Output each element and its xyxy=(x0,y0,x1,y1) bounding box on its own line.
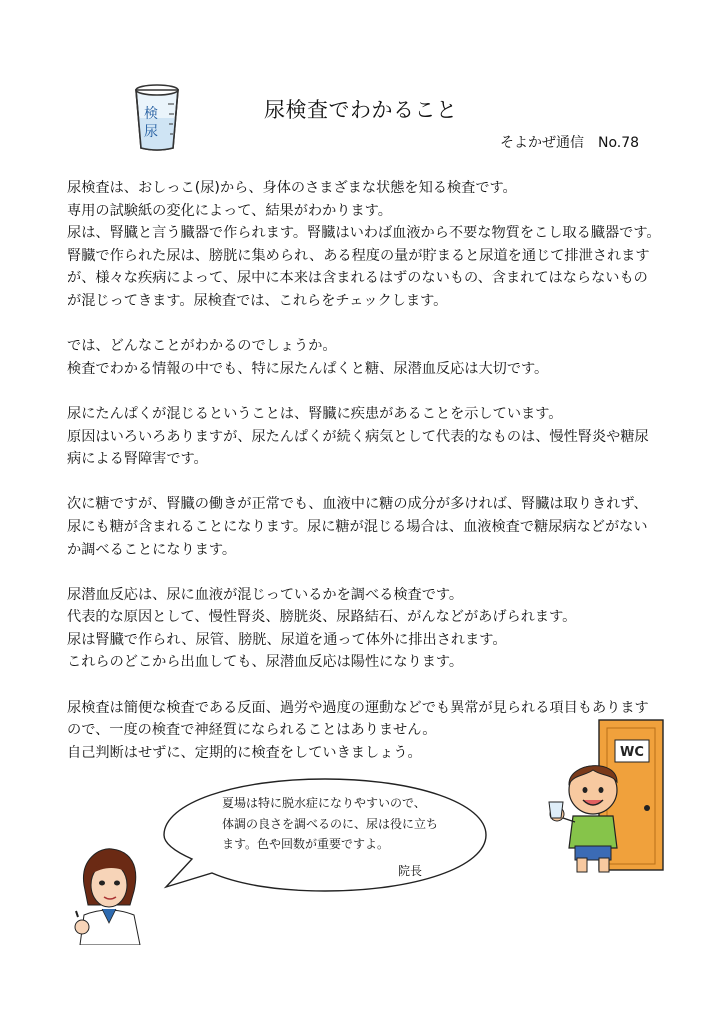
text-line: 次に糖ですが、腎臓の働きが正常でも、血液中に糖の成分が多ければ、腎臓は取りきれず、 xyxy=(67,496,648,513)
door-sign-label: WC xyxy=(620,745,644,760)
text-line: 尿は、腎臓と言う臓器で作られます。腎臓はいわば血液から不要な物質をこし取る臓器です。 xyxy=(67,225,661,242)
text-line: これらのどこから出血しても、尿潜血反応は陽性になります。 xyxy=(67,654,464,671)
text-line: 尿検査は簡便な検査である反面、過労や過度の運動などでも異常が見られる項目もあります xyxy=(67,699,649,716)
cup-label-bottom: 尿 xyxy=(144,124,158,140)
bubble-line: ます。色や回数が重要ですよ。 xyxy=(222,837,390,851)
text-line: 病による腎障害です。 xyxy=(67,451,208,468)
text-line: では、どんなことがわかるのでしょうか。 xyxy=(67,338,337,355)
paragraph-intro xyxy=(67,177,667,313)
article-body xyxy=(67,177,667,764)
text-line: 代表的な原因として、慢性腎炎、膀胱炎、尿路結石、がんなどがあげられます。 xyxy=(67,609,577,626)
doctor-illustration xyxy=(70,845,148,945)
bubble-text xyxy=(222,793,438,855)
paragraph-overview xyxy=(67,335,667,380)
text-line: 尿検査は、おしっこ(尿)から、身体のさまざまな状態を知る検査です。 xyxy=(67,180,517,196)
cup-label-top: 検 xyxy=(144,106,158,122)
urine-cup-icon xyxy=(132,82,182,152)
text-line: 尿潜血反応は、尿に血液が混じっているかを調べる検査です。 xyxy=(67,586,464,603)
text-line: 検査でわかる情報の中でも、特に尿たんぱくと糖、尿潜血反応は大切です。 xyxy=(67,360,549,377)
bubble-line: 体調の良さを調べるのに、尿は役に立ち xyxy=(222,816,439,831)
text-line: 尿にも糖が含まれることになります。尿に糖が混じる場合は、血液検査で糖尿病などがない xyxy=(67,518,648,535)
paragraph-occult-blood xyxy=(67,584,667,674)
boy-wc-illustration xyxy=(545,718,665,878)
text-line: 原因はいろいろありますが、尿たんぱくが続く病気として代表的なものは、慢性腎炎や糖尿 xyxy=(67,428,649,445)
text-line: 自己判断はせずに、定期的に検査をしていきましょう。 xyxy=(67,744,422,761)
text-line: が、様々な疾病によって、尿中に本来は含まれるはずのないもの、含まれてはならないもの xyxy=(67,270,648,287)
bubble-signature: 院長 xyxy=(398,864,423,878)
paragraph-sugar xyxy=(67,493,667,561)
bubble-line: 夏場は特に脱水症になりやすいので、 xyxy=(222,796,426,810)
text-line: ので、一度の検査で神経質になられることはありません。 xyxy=(67,722,437,739)
text-line: か調べることになります。 xyxy=(67,541,237,558)
text-line: 尿にたんぱくが混じるということは、腎臓に疾患があることを示しています。 xyxy=(67,405,563,422)
text-line: 尿は腎臓で作られ、尿管、膀胱、尿道を通って体外に排出されます。 xyxy=(67,631,507,648)
text-line: が混じってきます。尿検査では、これらをチェックします。 xyxy=(67,292,448,309)
text-line: 腎臓で作られた尿は、膀胱に集められ、ある程度の量が貯まると尿道を通じて排泄されます xyxy=(67,247,650,264)
newsletter-issue: そよかぜ通信 No.78 xyxy=(500,135,640,151)
page-title: 尿検査でわかること xyxy=(264,98,458,122)
text-line: 専用の試験紙の変化によって、結果がわかります。 xyxy=(67,202,392,219)
paragraph-protein xyxy=(67,403,667,471)
